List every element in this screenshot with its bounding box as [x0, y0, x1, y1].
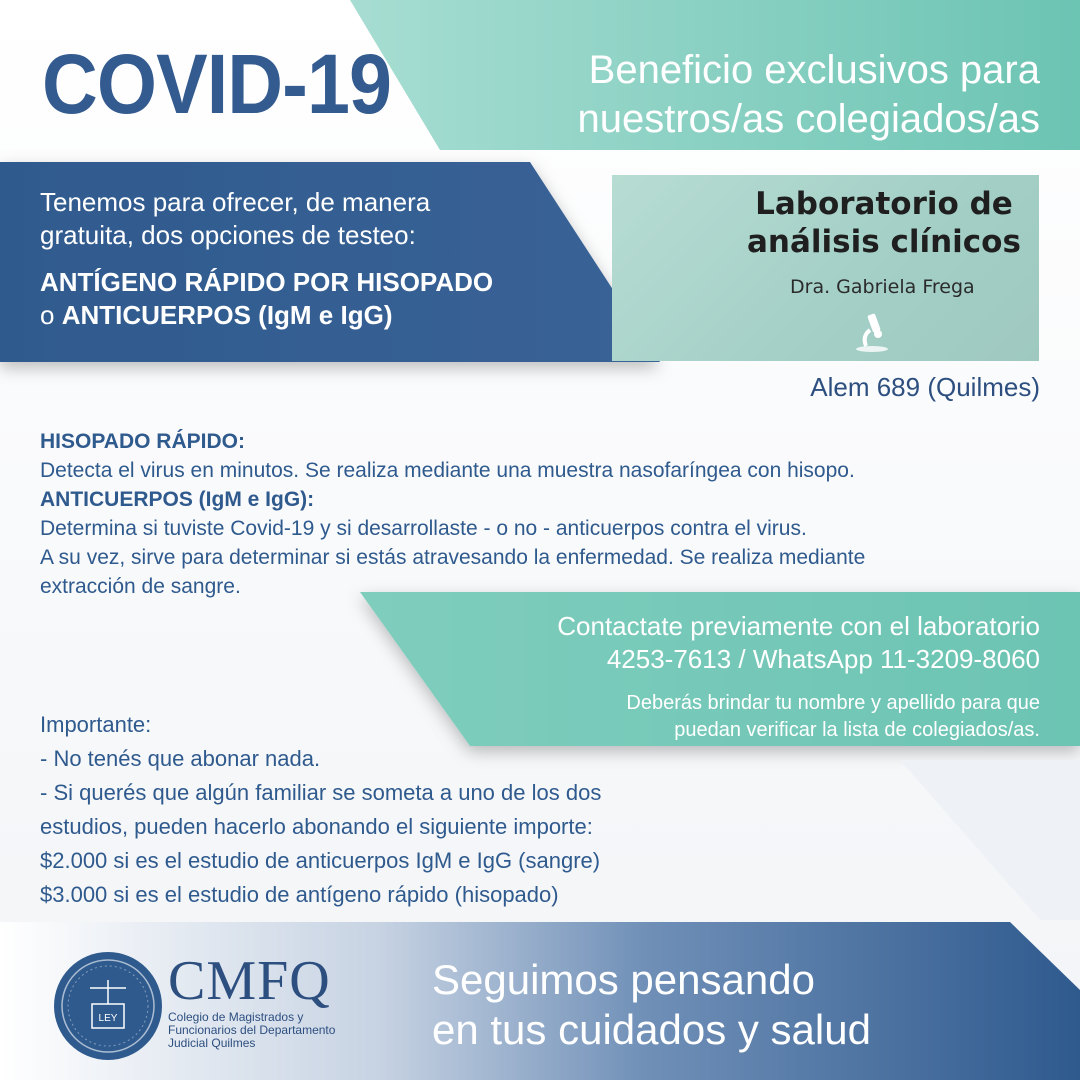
anticuerpos-text-2: A su vez, sirve para determinar si estás atravesando la enfermedad. Se realiza mediante: [40, 546, 866, 569]
hisopado-text: Detecta el virus en minutos. Se realiza mediante una muestra nasofaríngea con hisopo.: [40, 459, 855, 482]
brand-name: CMFQ: [168, 950, 331, 1012]
offer-block: [40, 186, 600, 332]
lab-title-line-2: análisis clínicos: [747, 224, 1021, 260]
lab-doctor: Dra. Gabriela Frega: [790, 276, 975, 298]
important-item-1: - No tenés que abonar nada.: [40, 746, 321, 771]
test-info: [40, 427, 1050, 601]
price-antigen: $3.000 si es el estudio de antígeno rápido (hisopado): [40, 882, 559, 907]
offer-option-1: ANTÍGENO RÁPIDO POR HISOPADO: [40, 267, 494, 297]
tagline: [432, 955, 871, 1055]
brand-subtitle: [168, 1011, 335, 1050]
lab-address: Alem 689 (Quilmes): [810, 372, 1040, 402]
anticuerpos-heading: ANTICUERPOS (IgM e IgG):: [40, 488, 315, 511]
important-block: [40, 708, 740, 912]
offer-intro-line-2: gratuita, dos opciones de testeo:: [40, 220, 416, 250]
lab-title: [747, 185, 1021, 261]
page-title: COVID-19: [42, 37, 392, 131]
lab-title-line-1: Laboratorio de: [755, 186, 1013, 222]
brand-sub-line-3: Judicial Quilmes: [168, 1036, 256, 1050]
important-item-2-line-2: estudios, pueden hacerlo abonando el siguiente importe:: [40, 814, 593, 839]
contact-note-line-2: puedan verificar la lista de colegiados/as.: [674, 719, 1040, 741]
contact-note-line-1: Deberás brindar tu nombre y apellido para que: [626, 692, 1040, 714]
price-antibodies: $2.000 si es el estudio de anticuerpos IgM e IgG (sangre): [40, 848, 601, 873]
important-heading: Importante:: [40, 712, 152, 737]
anticuerpos-text-3: extracción de sangre.: [40, 575, 241, 598]
headline: [400, 46, 1040, 144]
headline-line-2: nuestros/as colegiados/as: [577, 97, 1040, 141]
contact-line-1: Contactate previamente con el laboratorio: [557, 611, 1040, 641]
brand-sub-line-1: Colegio de Magistrados y: [168, 1010, 304, 1024]
contact-phones: 4253-7613 / WhatsApp 11-3209-8060: [606, 644, 1040, 674]
hisopado-heading: HISOPADO RÁPIDO:: [40, 430, 245, 453]
offer-connector: o: [40, 300, 55, 330]
tagline-line-2: en tus cuidados y salud: [432, 1006, 871, 1053]
anticuerpos-text-1: Determina si tuviste Covid-19 y si desarrollaste - o no - anticuerpos contra el virus.: [40, 517, 807, 540]
offer-intro-line-1: Tenemos para ofrecer, de manera: [40, 187, 431, 217]
tagline-line-1: Seguimos pensando: [432, 956, 815, 1003]
offer-options: [40, 266, 600, 332]
microscope-icon: [852, 308, 900, 356]
cmfq-brand: [168, 950, 336, 1050]
seal-text: LEY: [98, 1013, 118, 1024]
cmfq-seal-icon: [52, 950, 164, 1062]
headline-line-1: Beneficio exclusivos para: [588, 48, 1040, 92]
important-item-2-line-1: - Si querés que algún familiar se someta a uno de los dos: [40, 780, 602, 805]
offer-option-2: ANTICUERPOS (IgM e IgG): [61, 300, 393, 330]
brand-sub-line-2: Funcionarios del Departamento: [168, 1023, 336, 1037]
lab-logo-card: [612, 175, 1039, 361]
